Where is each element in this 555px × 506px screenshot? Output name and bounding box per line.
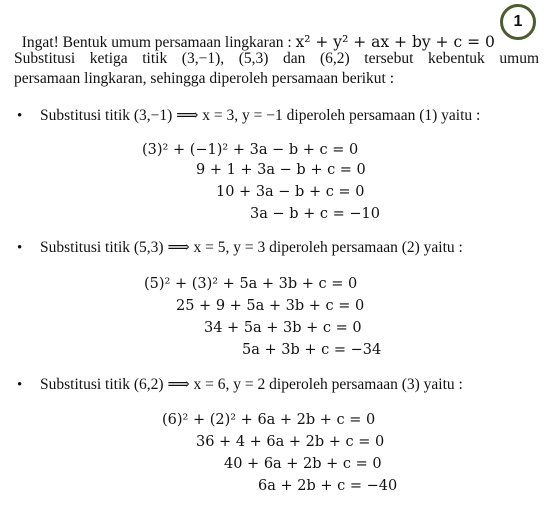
equation-1-1: (3)² + (−1)² + 3a − b + c = 0 xyxy=(142,142,359,158)
equation-3-3: 40 + 6a + 2b + c = 0 xyxy=(224,456,382,472)
equation-3-1: (6)² + (2)² + 6a + 2b + c = 0 xyxy=(162,412,376,428)
intro-text: Ingat! Bentuk umum persamaan lingkaran : xyxy=(21,34,296,51)
paragraph-line-1: Substitusi ketiga titik (3,−1), (5,3) dan (6,2) tersebut kebentuk umum xyxy=(14,50,539,67)
equation-2-2: 25 + 9 + 5a + 3b + c = 0 xyxy=(176,298,365,314)
equation-3-4: 6a + 2b + c = −40 xyxy=(258,478,398,494)
equation-1-2: 9 + 1 + 3a − b + c = 0 xyxy=(196,162,366,178)
substitution-heading-1: Substitusi titik (3,−1) ⟹ x = 3, y = −1 diperoleh persamaan (1) yaitu : xyxy=(40,107,481,124)
equation-2-3: 34 + 5a + 3b + c = 0 xyxy=(204,320,362,336)
equation-3-2: 36 + 4 + 6a + 2b + c = 0 xyxy=(196,434,385,450)
bullet-1: • xyxy=(17,108,23,124)
equation-2-1: (5)² + (3)² + 5a + 3b + c = 0 xyxy=(144,276,358,292)
substitution-heading-2: Substitusi titik (5,3) ⟹ x = 5, y = 3 diperoleh persamaan (2) yaitu : xyxy=(40,239,463,256)
equation-1-4: 3a − b + c = −10 xyxy=(250,206,380,222)
equation-2-4: 5a + 3b + c = −34 xyxy=(242,342,382,358)
bullet-3: • xyxy=(17,377,23,393)
step-number-badge: 1 xyxy=(500,4,536,40)
paragraph-line-2: persamaan lingkaran, sehingga diperoleh persamaan berikut : xyxy=(14,70,395,87)
bullet-2: • xyxy=(17,240,23,256)
equation-1-3: 10 + 3a − b + c = 0 xyxy=(216,184,365,200)
general-circle-formula: x² + y² + ax + by + c = 0 xyxy=(295,33,495,51)
substitution-heading-3: Substitusi titik (6,2) ⟹ x = 6, y = 2 diperoleh persamaan (3) yaitu : xyxy=(40,376,463,393)
intro-line xyxy=(14,12,495,53)
